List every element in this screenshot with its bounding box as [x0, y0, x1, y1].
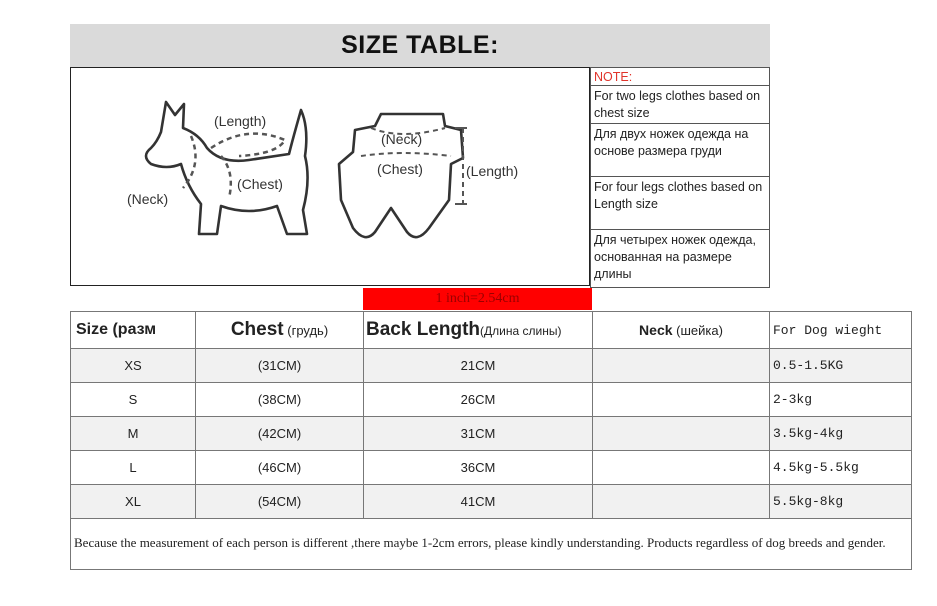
measurement-diagram [70, 67, 590, 286]
table-row [71, 451, 912, 485]
header-back-length: Back Length(Длина слины) [364, 312, 593, 349]
title-bar [70, 24, 770, 67]
note-item: For four legs clothes based on Length size [590, 177, 770, 230]
table-row [71, 417, 912, 451]
dog-length-line [211, 134, 285, 156]
shirt-label-chest: (Chest) [377, 161, 423, 177]
dog-label-length: (Length) [214, 113, 267, 129]
cell-weight: 5.5kg-8kg [770, 485, 912, 519]
dog-label-neck: (Neck) [127, 191, 169, 207]
cell-chest: (31CM) [196, 349, 364, 383]
cell-neck [593, 349, 770, 383]
table-row [71, 383, 912, 417]
notes-panel [590, 67, 770, 288]
cell-neck [593, 383, 770, 417]
cell-back-length: 21CM [364, 349, 593, 383]
cell-size: M [71, 417, 196, 451]
header-size: Size (разм [71, 312, 196, 349]
cell-back-length: 41CM [364, 485, 593, 519]
shirt-label-neck: (Neck) [381, 131, 423, 147]
cell-size: L [71, 451, 196, 485]
dog-label-chest: (Chest) [237, 176, 283, 192]
table-footer-row [71, 519, 912, 570]
cell-chest: (46CM) [196, 451, 364, 485]
cell-neck [593, 417, 770, 451]
note-item: Для двух ножек одежда на основе размера груди [590, 124, 770, 177]
cell-weight: 0.5-1.5KG [770, 349, 912, 383]
cell-back-length: 36CM [364, 451, 593, 485]
cell-weight: 3.5kg-4kg [770, 417, 912, 451]
cell-chest: (54CM) [196, 485, 364, 519]
note-item: For two legs clothes based on chest size [590, 86, 770, 124]
header-chest: Chest (грудь) [196, 312, 364, 349]
cell-size: S [71, 383, 196, 417]
cell-neck [593, 485, 770, 519]
footer-note: Because the measurement of each person is different ,there maybe 1-2cm errors, please kindly understanding. Products regardless of dog breeds and gender. [71, 519, 912, 570]
dog-chest-line [221, 156, 231, 198]
shirt-chest-line [361, 153, 451, 156]
cell-back-length: 26CM [364, 383, 593, 417]
table-row [71, 485, 912, 519]
cell-size: XS [71, 349, 196, 383]
cell-chest: (38CM) [196, 383, 364, 417]
note-heading: NOTE: [590, 67, 770, 86]
shirt-label-length: (Length) [466, 163, 519, 179]
cell-chest: (42CM) [196, 417, 364, 451]
diagram-drawing [71, 68, 591, 287]
table-row [71, 349, 912, 383]
conversion-banner [363, 288, 592, 310]
header-weight: For Dog wieght [770, 312, 912, 349]
cell-back-length: 31CM [364, 417, 593, 451]
note-item: Для четырех ножек одежда, основанная на размере длины [590, 230, 770, 288]
header-neck: Neck (шейка) [593, 312, 770, 349]
page-title: SIZE TABLE: [341, 31, 499, 59]
cell-size: XL [71, 485, 196, 519]
table-header-row [71, 312, 912, 349]
cell-neck [593, 451, 770, 485]
conversion-text: 1 inch=2.54cm [435, 291, 520, 306]
size-table [70, 311, 912, 570]
cell-weight: 2-3kg [770, 383, 912, 417]
dog-neck-line [183, 136, 196, 188]
cell-weight: 4.5kg-5.5kg [770, 451, 912, 485]
